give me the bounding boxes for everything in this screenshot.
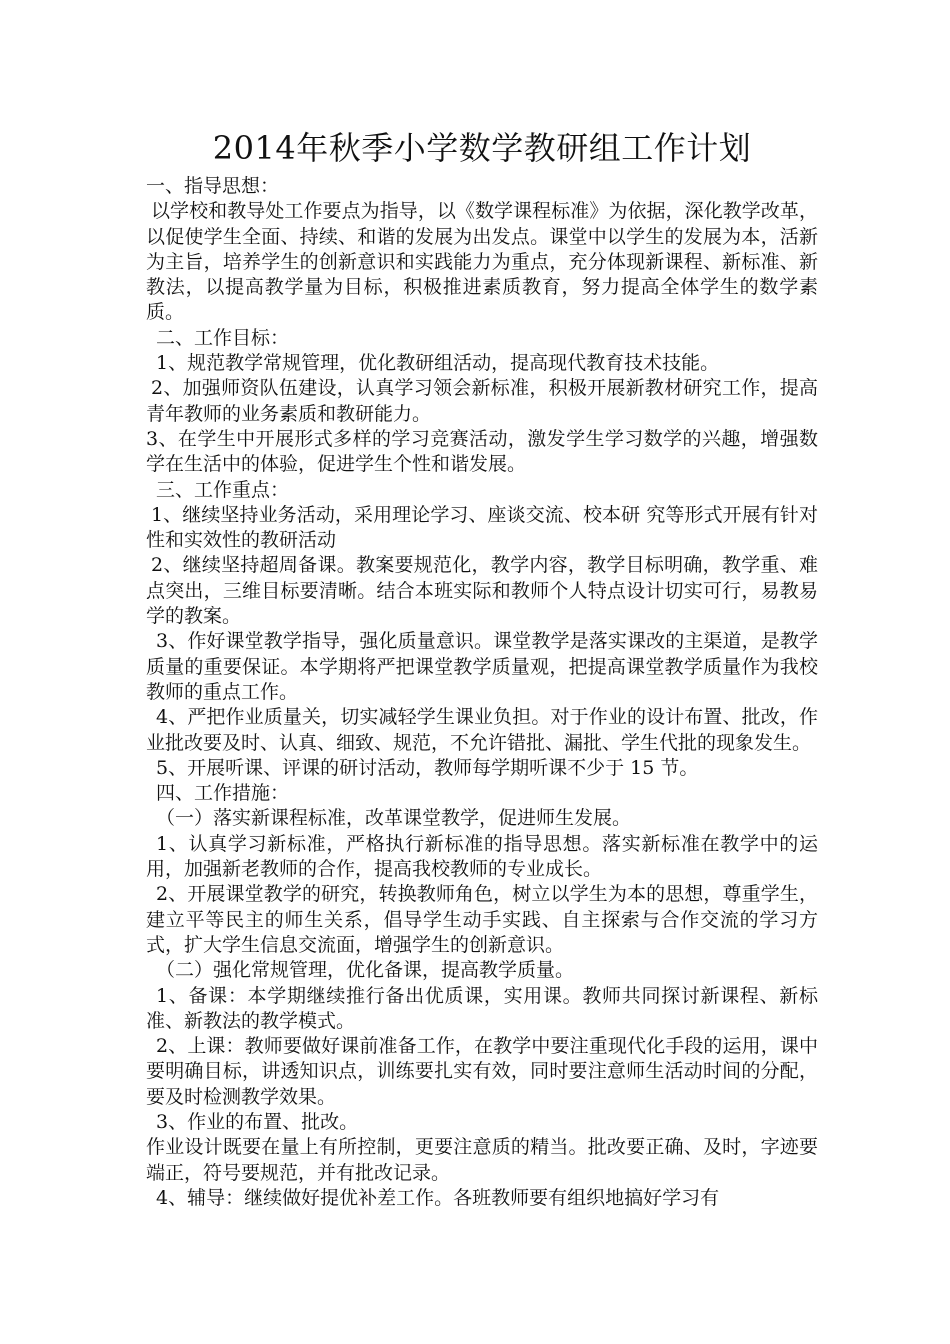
- document-paragraph: 二、工作目标：: [156, 326, 290, 349]
- document-paragraph: 4、严把作业质量关，切实减轻学生课业负担。对于作业的设计布置、批改，作业批改要及时、认真、细致、规范，不允许错批、漏批、学生代批的现象发生。: [146, 706, 818, 754]
- document-paragraph: 以学校和教导处工作要点为指导，以《数学课程标准》为依据，深化教学改革，以促使学生全面、持续、和谐的发展为出发点。课堂中以学生的发展为本，活新为主旨，培养学生的创新意识和实践能力为重点，充分体现新课程、新标准、新教法，以提高教学量为目标，积极推进素质教育，努力提高全体学生的数学素质。: [146, 200, 818, 324]
- document-paragraph: 4、辅导：继续做好提优补差工作。各班教师要有组织地搞好学习有: [156, 1186, 720, 1209]
- document-paragraph: 一、指导思想：: [146, 175, 280, 197]
- document-paragraph: 1、备课：本学期继续推行备出优质课，实用课。教师共同探讨新课程、新标准、新教法的教学模式。: [146, 984, 818, 1032]
- document-paragraph: 2、加强师资队伍建设，认真学习领会新标准，积极开展新教材研究工作，提高青年教师的业务素质和教研能力。: [146, 377, 818, 425]
- document-body: [146, 174, 818, 1211]
- document-page: [146, 126, 818, 1211]
- document-paragraph: 2、开展课堂教学的研究，转换教师角色，树立以学生为本的思想，尊重学生，建立平等民主的师生关系，倡导学生动手实践、自主探索与合作交流的学习方式，扩大学生信息交流面，增强学生的创新意识。: [146, 883, 818, 956]
- document-paragraph: 三、工作重点：: [156, 478, 290, 501]
- document-paragraph: 1、继续坚持业务活动，采用理论学习、座谈交流、校本研 究等形式开展有针对性和实效性的教研活动: [146, 503, 818, 552]
- document-paragraph: 3、在学生中开展形式多样的学习竞赛活动，激发学生学习数学的兴趣，增强数学在生活中的体验，促进学生个性和谐发展。: [146, 427, 818, 476]
- document-paragraph: 四、工作措施：: [156, 782, 290, 805]
- document-paragraph: 作业设计既要在量上有所控制，更要注意质的精当。批改要正确、及时，字迹要端正，符号要规范，并有批改记录。: [146, 1136, 818, 1184]
- document-paragraph: 2、继续坚持超周备课。教案要规范化，教学内容，教学目标明确，教学重、难点突出，三维目标要清晰。结合本班实际和教师个人特点设计切实可行，易教易学的教案。: [146, 554, 818, 628]
- document-paragraph: 1、认真学习新标准，严格执行新标准的指导思想。落实新标准在教学中的运用，加强新老教师的合作，提高我校教师的专业成长。: [146, 832, 818, 881]
- document-paragraph: 3、作业的布置、批改。: [156, 1110, 359, 1133]
- document-paragraph: （一）落实新课程标准，改革课堂教学，促进师生发展。: [156, 807, 632, 830]
- document-title: 2014年秋季小学数学教研组工作计划: [212, 129, 752, 167]
- document-paragraph: 3、作好课堂教学指导，强化质量意识。课堂教学是落实课改的主渠道，是教学质量的重要保证。本学期将严把课堂教学质量观，把提高课堂教学质量作为我校教师的重点工作。: [146, 630, 818, 703]
- document-paragraph: （二）强化常规管理，优化备课，提高教学质量。: [156, 959, 575, 982]
- document-paragraph: 1、规范教学常规管理，优化教研组活动，提高现代教育技术技能。: [156, 352, 720, 375]
- document-paragraph: 2、上课：教师要做好课前准备工作，在教学中要注重现代化手段的运用，课中要明确目标，讲透知识点，训练要扎实有效，同时要注意师生活动时间的分配，要及时检测教学效果。: [146, 1035, 818, 1108]
- document-paragraph: 5、开展听课、评课的研讨活动，教师每学期听课不少于 15 节。: [156, 756, 699, 779]
